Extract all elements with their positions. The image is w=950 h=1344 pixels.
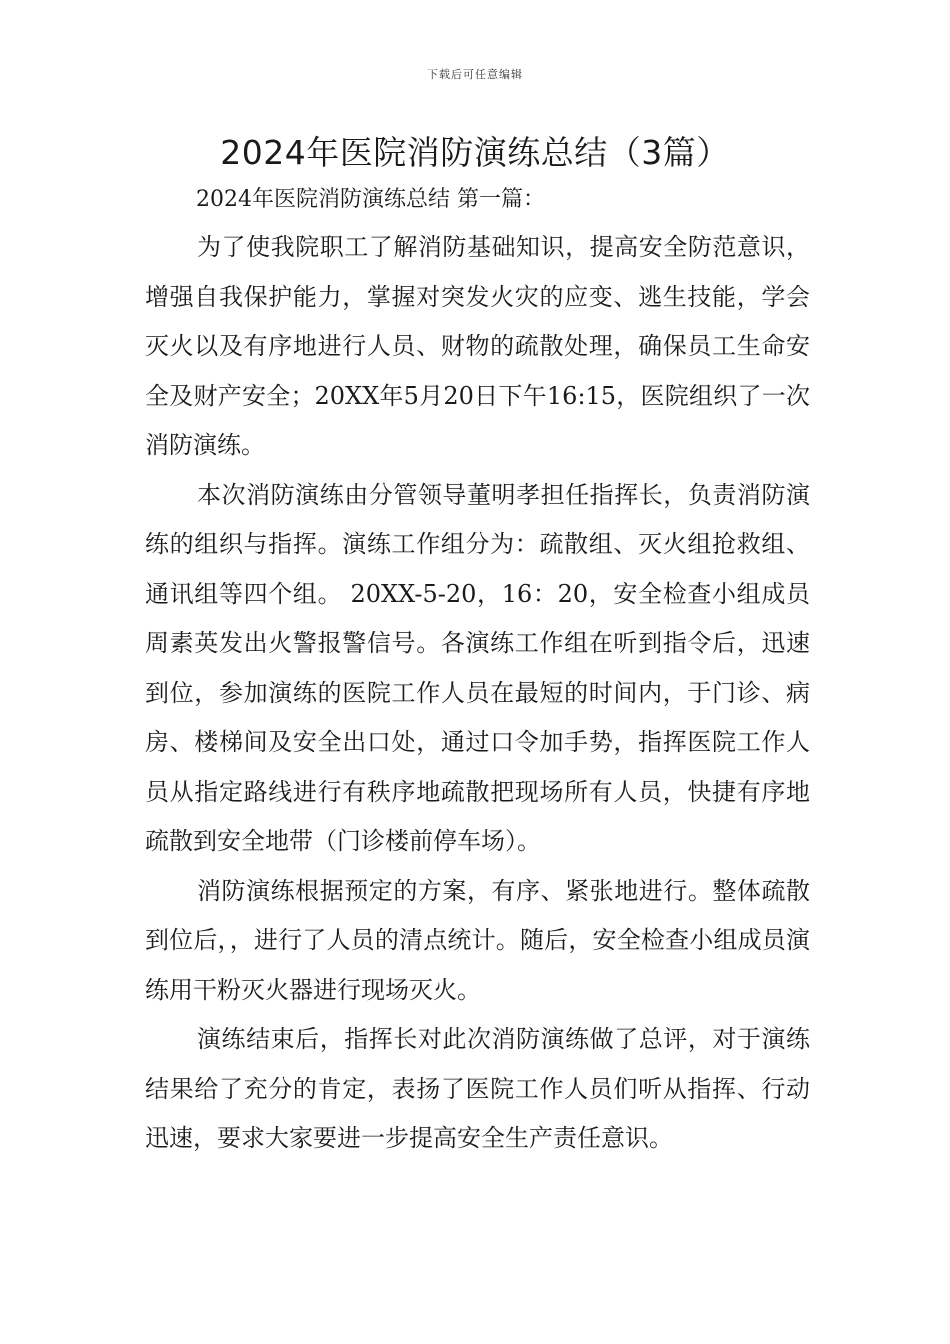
paragraph-4: 演练结束后，指挥长对此次消防演练做了总评，对于演练结果给了充分的肯定，表扬了医院工作人员们听从指挥、行动迅速，要求大家要进一步提高安全生产责任意识。: [145, 1025, 810, 1152]
paragraph-2: 本次消防演练由分管领导董明孝担任指挥长，负责消防演练的组织与指挥。演练工作组分为：疏散组、灭火组抢救组、通讯组等四个组。 20XX-5-20，16：20，安全检查小组成员周素英发出火警报警信号。各演练工作组在听到指令后，迅速到位，参加演练的医院工作人员在最短的时间内，于门诊、病房、楼梯间及安全出口处，通过口令加手势，指挥医院工作人员从指定路线进行有秩序地疏散把现场所有人员，快捷有序地疏散到安全地带（门诊楼前停车场）。: [145, 480, 810, 855]
document-title: 2024年医院消防演练总结（3篇）: [220, 133, 730, 172]
document-body: [145, 223, 810, 1164]
header-note: 下载后可任意编辑: [427, 68, 523, 81]
section-subtitle: 2024年医院消防演练总结 第一篇：: [196, 187, 545, 212]
paragraph-3: 消防演练根据预定的方案，有序、紧张地进行。整体疏散到位后，，进行了人员的清点统计。随后，安全检查小组成员演练用干粉灭火器进行现场灭火。: [145, 876, 810, 1004]
paragraph-1: 为了使我院职工了解消防基础知识，提高安全防范意识，增强自我保护能力，掌握对突发火灾的应变、逃生技能，学会灭火以及有序地进行人员、财物的疏散处理，确保员工生命安全及财产安全；20XX年5月20日下午16:15，医院组织了一次消防演练。: [145, 233, 810, 459]
